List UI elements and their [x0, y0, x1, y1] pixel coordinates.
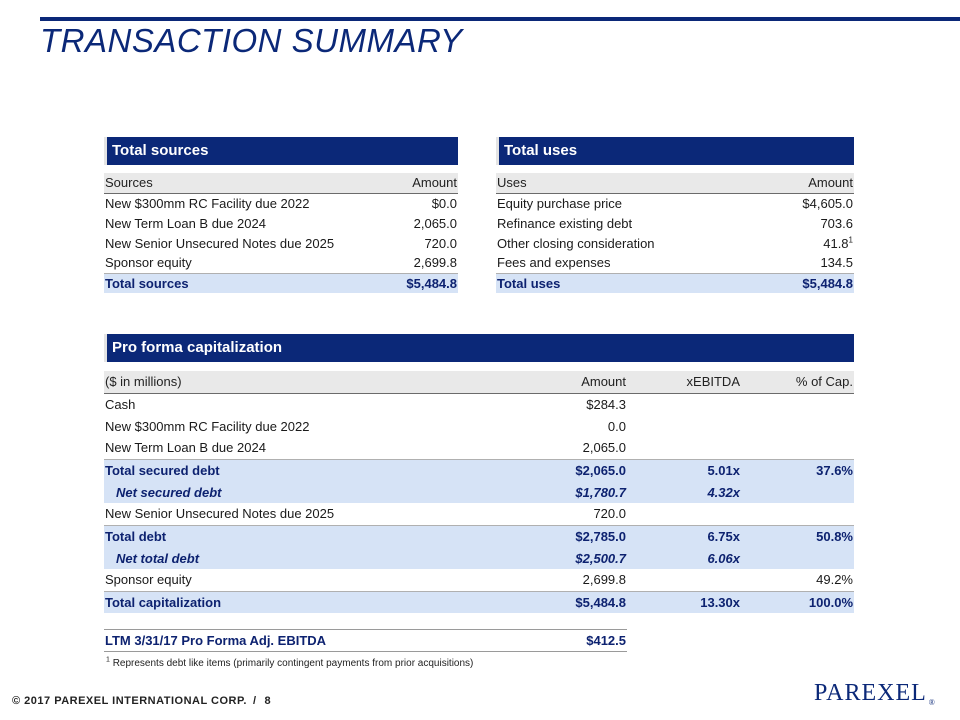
- row-amount: [765, 233, 854, 253]
- row-label: Total capitalization: [104, 591, 429, 613]
- column-header: Amount: [429, 371, 627, 393]
- table-row: [104, 193, 458, 213]
- row-ebitda: 6.06x: [627, 547, 741, 569]
- ltm-amount: $412.5: [429, 629, 627, 651]
- ltm-row: [104, 629, 854, 651]
- row-pct: [741, 503, 854, 525]
- uses-header: Total uses: [496, 137, 854, 165]
- row-label: Other closing consideration: [497, 235, 655, 251]
- sources-panel: [104, 137, 458, 293]
- row-pct: 49.2%: [816, 572, 853, 588]
- row-pct: [741, 393, 854, 415]
- row-pct: [741, 547, 854, 569]
- row-amount: 2,065.0: [582, 440, 626, 456]
- row-ebitda: [627, 437, 741, 459]
- row-amount: 720.0: [593, 506, 626, 522]
- capitalization-header: Pro forma capitalization: [104, 334, 854, 362]
- footnote-marker: 1: [106, 656, 110, 664]
- row-label: Total debt: [104, 525, 429, 547]
- total-row: [104, 273, 458, 293]
- page-number: 8: [264, 695, 272, 707]
- row-ebitda: 13.30x: [627, 591, 741, 613]
- column-header: Uses: [496, 173, 765, 193]
- table-header-row: [496, 173, 854, 193]
- table-row: [104, 233, 458, 253]
- row-label: Cash: [105, 396, 136, 412]
- column-header: % of Cap.: [741, 371, 854, 393]
- total-amount: $5,484.8: [765, 273, 854, 293]
- row-label: New Term Loan B due 2024: [105, 440, 266, 456]
- capitalization-panel: [104, 334, 854, 652]
- row-amount: 720.0: [424, 235, 457, 251]
- row-label: Net total debt: [104, 547, 429, 569]
- row-ebitda: 6.75x: [627, 525, 741, 547]
- row-label: Net secured debt: [104, 481, 429, 503]
- row-pct: [741, 415, 854, 437]
- ltm-label: LTM 3/31/17 Pro Forma Adj. EBITDA: [104, 629, 429, 651]
- row-label: Sponsor equity: [105, 255, 192, 271]
- footer: [12, 695, 271, 707]
- subtotal-row: [104, 481, 854, 503]
- table-row: [104, 393, 854, 415]
- total-amount: $5,484.8: [392, 273, 458, 293]
- table-row: [104, 569, 854, 591]
- row-pct: [741, 437, 854, 459]
- table-row: [104, 437, 854, 459]
- subtotal-row: [104, 547, 854, 569]
- row-amount: $2,785.0: [429, 525, 627, 547]
- table-row: [496, 193, 854, 213]
- uses-table: [496, 173, 854, 293]
- row-amount: 134.5: [820, 255, 853, 271]
- row-amount: 2,065.0: [413, 215, 457, 231]
- row-label: Sponsor equity: [105, 572, 192, 588]
- row-amount: $5,484.8: [429, 591, 627, 613]
- row-label: New $300mm RC Facility due 2022: [105, 195, 310, 211]
- parexel-logo: [814, 680, 936, 707]
- column-header: Amount: [392, 173, 458, 193]
- sources-table: [104, 173, 458, 293]
- row-amount: 703.6: [820, 215, 853, 231]
- row-label: Equity purchase price: [497, 195, 623, 211]
- total-row: [104, 459, 854, 481]
- row-ebitda: 4.32x: [627, 481, 741, 503]
- row-ebitda: [627, 503, 741, 525]
- column-header: xEBITDA: [627, 371, 741, 393]
- row-amount: 2,699.8: [582, 572, 626, 588]
- row-amount: $4,605.0: [802, 195, 853, 211]
- column-header: ($ in millions): [104, 371, 429, 393]
- table-row: [496, 253, 854, 273]
- uses-panel: [496, 137, 854, 293]
- row-ebitda: 5.01x: [627, 459, 741, 481]
- row-label: New Term Loan B due 2024: [105, 215, 266, 231]
- table-header-row: [104, 173, 458, 193]
- row-amount: $0.0: [431, 195, 457, 211]
- column-header: Sources: [104, 173, 392, 193]
- total-row: [496, 273, 854, 293]
- footer-separator: /: [252, 695, 257, 707]
- row-amount: $284.3: [586, 396, 626, 412]
- registered-mark: ®: [928, 698, 936, 707]
- row-amount: $2,065.0: [429, 459, 627, 481]
- total-label: Total uses: [496, 273, 765, 293]
- copyright-text: © 2017 PAREXEL INTERNATIONAL CORP.: [12, 695, 247, 707]
- page-title: TRANSACTION SUMMARY: [40, 22, 463, 59]
- spacer-row: [104, 613, 854, 629]
- row-label: Total secured debt: [104, 459, 429, 481]
- table-header-row: [104, 371, 854, 393]
- total-row: [104, 591, 854, 613]
- footnote: [106, 658, 473, 669]
- row-pct: 50.8%: [741, 525, 854, 547]
- column-header: Amount: [765, 173, 854, 193]
- table-row: [104, 253, 458, 273]
- row-ebitda: [627, 569, 741, 591]
- logo-text: PAREXEL: [814, 680, 927, 706]
- capitalization-table: [104, 371, 854, 652]
- sources-header: Total sources: [104, 137, 458, 165]
- table-row: [104, 213, 458, 233]
- row-amount: 0.0: [607, 418, 626, 434]
- row-label: Refinance existing debt: [497, 215, 633, 231]
- row-pct: 37.6%: [741, 459, 854, 481]
- row-amount: $2,500.7: [429, 547, 627, 569]
- row-ebitda: [627, 393, 741, 415]
- total-row: [104, 525, 854, 547]
- table-row: [496, 233, 854, 253]
- total-label: Total sources: [104, 273, 392, 293]
- row-amount: $1,780.7: [429, 481, 627, 503]
- row-amount: 2,699.8: [413, 255, 457, 271]
- amount-value: 41.8: [823, 235, 849, 251]
- row-label: New Senior Unsecured Notes due 2025: [105, 506, 335, 522]
- row-label: Fees and expenses: [497, 255, 611, 271]
- footnote-marker: 1: [848, 235, 853, 245]
- row-pct: 100.0%: [741, 591, 854, 613]
- footnote-text: Represents debt like items (primarily contingent payments from prior acquisitions): [112, 658, 474, 669]
- table-row: [104, 415, 854, 437]
- row-label: New $300mm RC Facility due 2022: [105, 418, 310, 434]
- row-ebitda: [627, 415, 741, 437]
- top-rule: [40, 17, 960, 21]
- row-pct: [741, 481, 854, 503]
- row-label: New Senior Unsecured Notes due 2025: [105, 235, 335, 251]
- table-row: [104, 503, 854, 525]
- table-row: [496, 213, 854, 233]
